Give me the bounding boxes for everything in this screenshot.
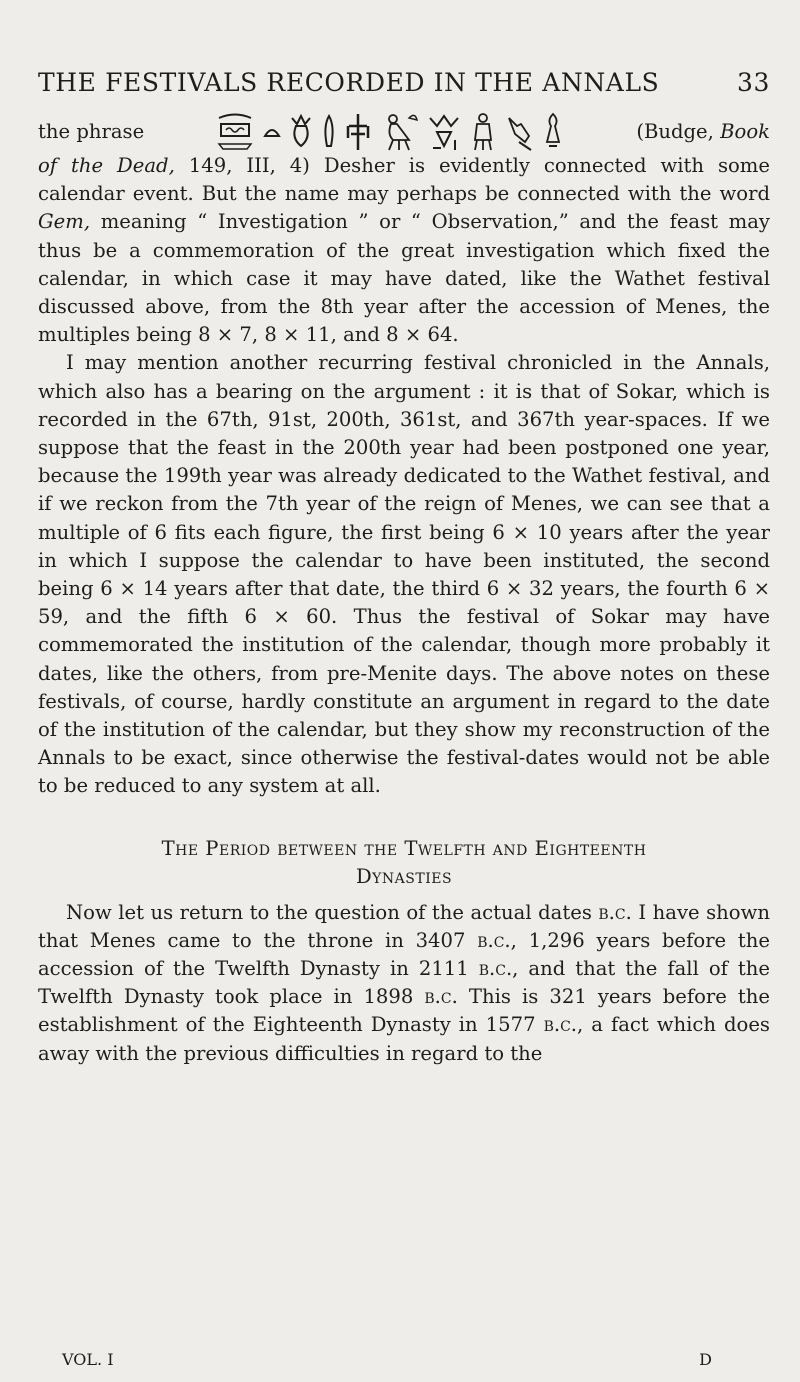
hieroglyph-line — [38, 112, 770, 152]
paragraph-continued — [38, 112, 770, 349]
running-header — [38, 66, 770, 100]
phrase-lead: the phrase — [38, 119, 145, 143]
running-title: THE FESTIVALS RECORDED IN THE ANNALS — [38, 68, 660, 97]
page-number: 33 — [736, 68, 770, 97]
citation-open: (Budge, Book — [636, 119, 770, 143]
paragraph-sokar: I may mention another recurring festival chronicled in the Annals, which also has a bearing on the argument : it is that of Sokar, which is recorded in the 67th, 91st, 200th, 361st, and 367th year-spaces. If we suppose that the feast in the 200th year had been postponed one year, because the 199th year was already dedicated to the Wathet festival, and if we reckon from the 7th year of the reign of Menes, we can see that a multiple of 6 fits each figure, the first being 6 × 10 years after the year in which I suppose the calendar to have been instituted, the second being 6 × 14 years after that date, the third 6 × 32 years, the fourth 6 × 59, and the fifth 6 × 60. Thus the festival of Sokar may have commemorated the institution of the calendar, though more probably it dates, like the others, from pre-Menite days. The above notes on these festivals, of course, hardly constitute an argument in regard to the date of the institution of the calendar, but they show my reconstruction of the Annals to be exact, since otherwise the festival-dates would not be able to be reduced to any system at all. — [38, 351, 770, 798]
standing-figure-icon — [541, 112, 565, 152]
reed-leaf-icon — [321, 112, 337, 152]
gem-term: Gem, — [38, 210, 91, 234]
signature-mark: D — [699, 1350, 712, 1369]
section-heading — [38, 835, 770, 891]
cross-pillar-icon — [345, 112, 371, 152]
seated-figure-icon — [469, 112, 497, 152]
bread-loaf-icon — [263, 112, 281, 152]
bird-figure-icon — [379, 112, 419, 152]
hand-scepter-icon — [505, 112, 533, 152]
book-title: of the Dead, — [38, 154, 175, 177]
paragraph-continued-text: of the Dead, 149, III, 4) Desher is evidently connected with some calendar event. But the name may perhaps be connected with the word Gem, meaning “ Investigation ” or “ Observation,” and the feast may thus be a commemoration of the great investigation which fixed the calendar, in which case it may have dated, like the Wathet festival discussed above, from the 8th year after the accession of Menes, the multiples being 8 × 7, 8 × 11, and 8 × 64. — [38, 154, 770, 347]
hieroglyphic-phrase-icon — [215, 112, 565, 152]
section-heading-line2: Dynasties — [355, 864, 453, 888]
heart-vessel-icon — [289, 112, 313, 152]
temple-sign-icon — [215, 112, 255, 152]
paragraph-dates: Now let us return to the question of the actual dates b.c. I have shown that Menes came to the throne in 3407 b.c., 1,296 years before the accession of the Twelfth Dynasty in 2111 b.c., and that the fall of the Twelfth Dynasty took place in 1898 b.c. This is 321 years before the establishment of the Eighteenth Dynasty in 1577 b.c., a fact which does away with the previous difficulties in regard to the — [38, 900, 770, 1065]
page-footer — [62, 1350, 712, 1369]
volume-mark: VOL. I — [62, 1350, 114, 1369]
section-heading-line1: The Period between the Twelfth and Eighteenth — [161, 836, 647, 860]
book-page — [38, 66, 770, 1068]
basket-triangle-icon — [427, 112, 461, 152]
